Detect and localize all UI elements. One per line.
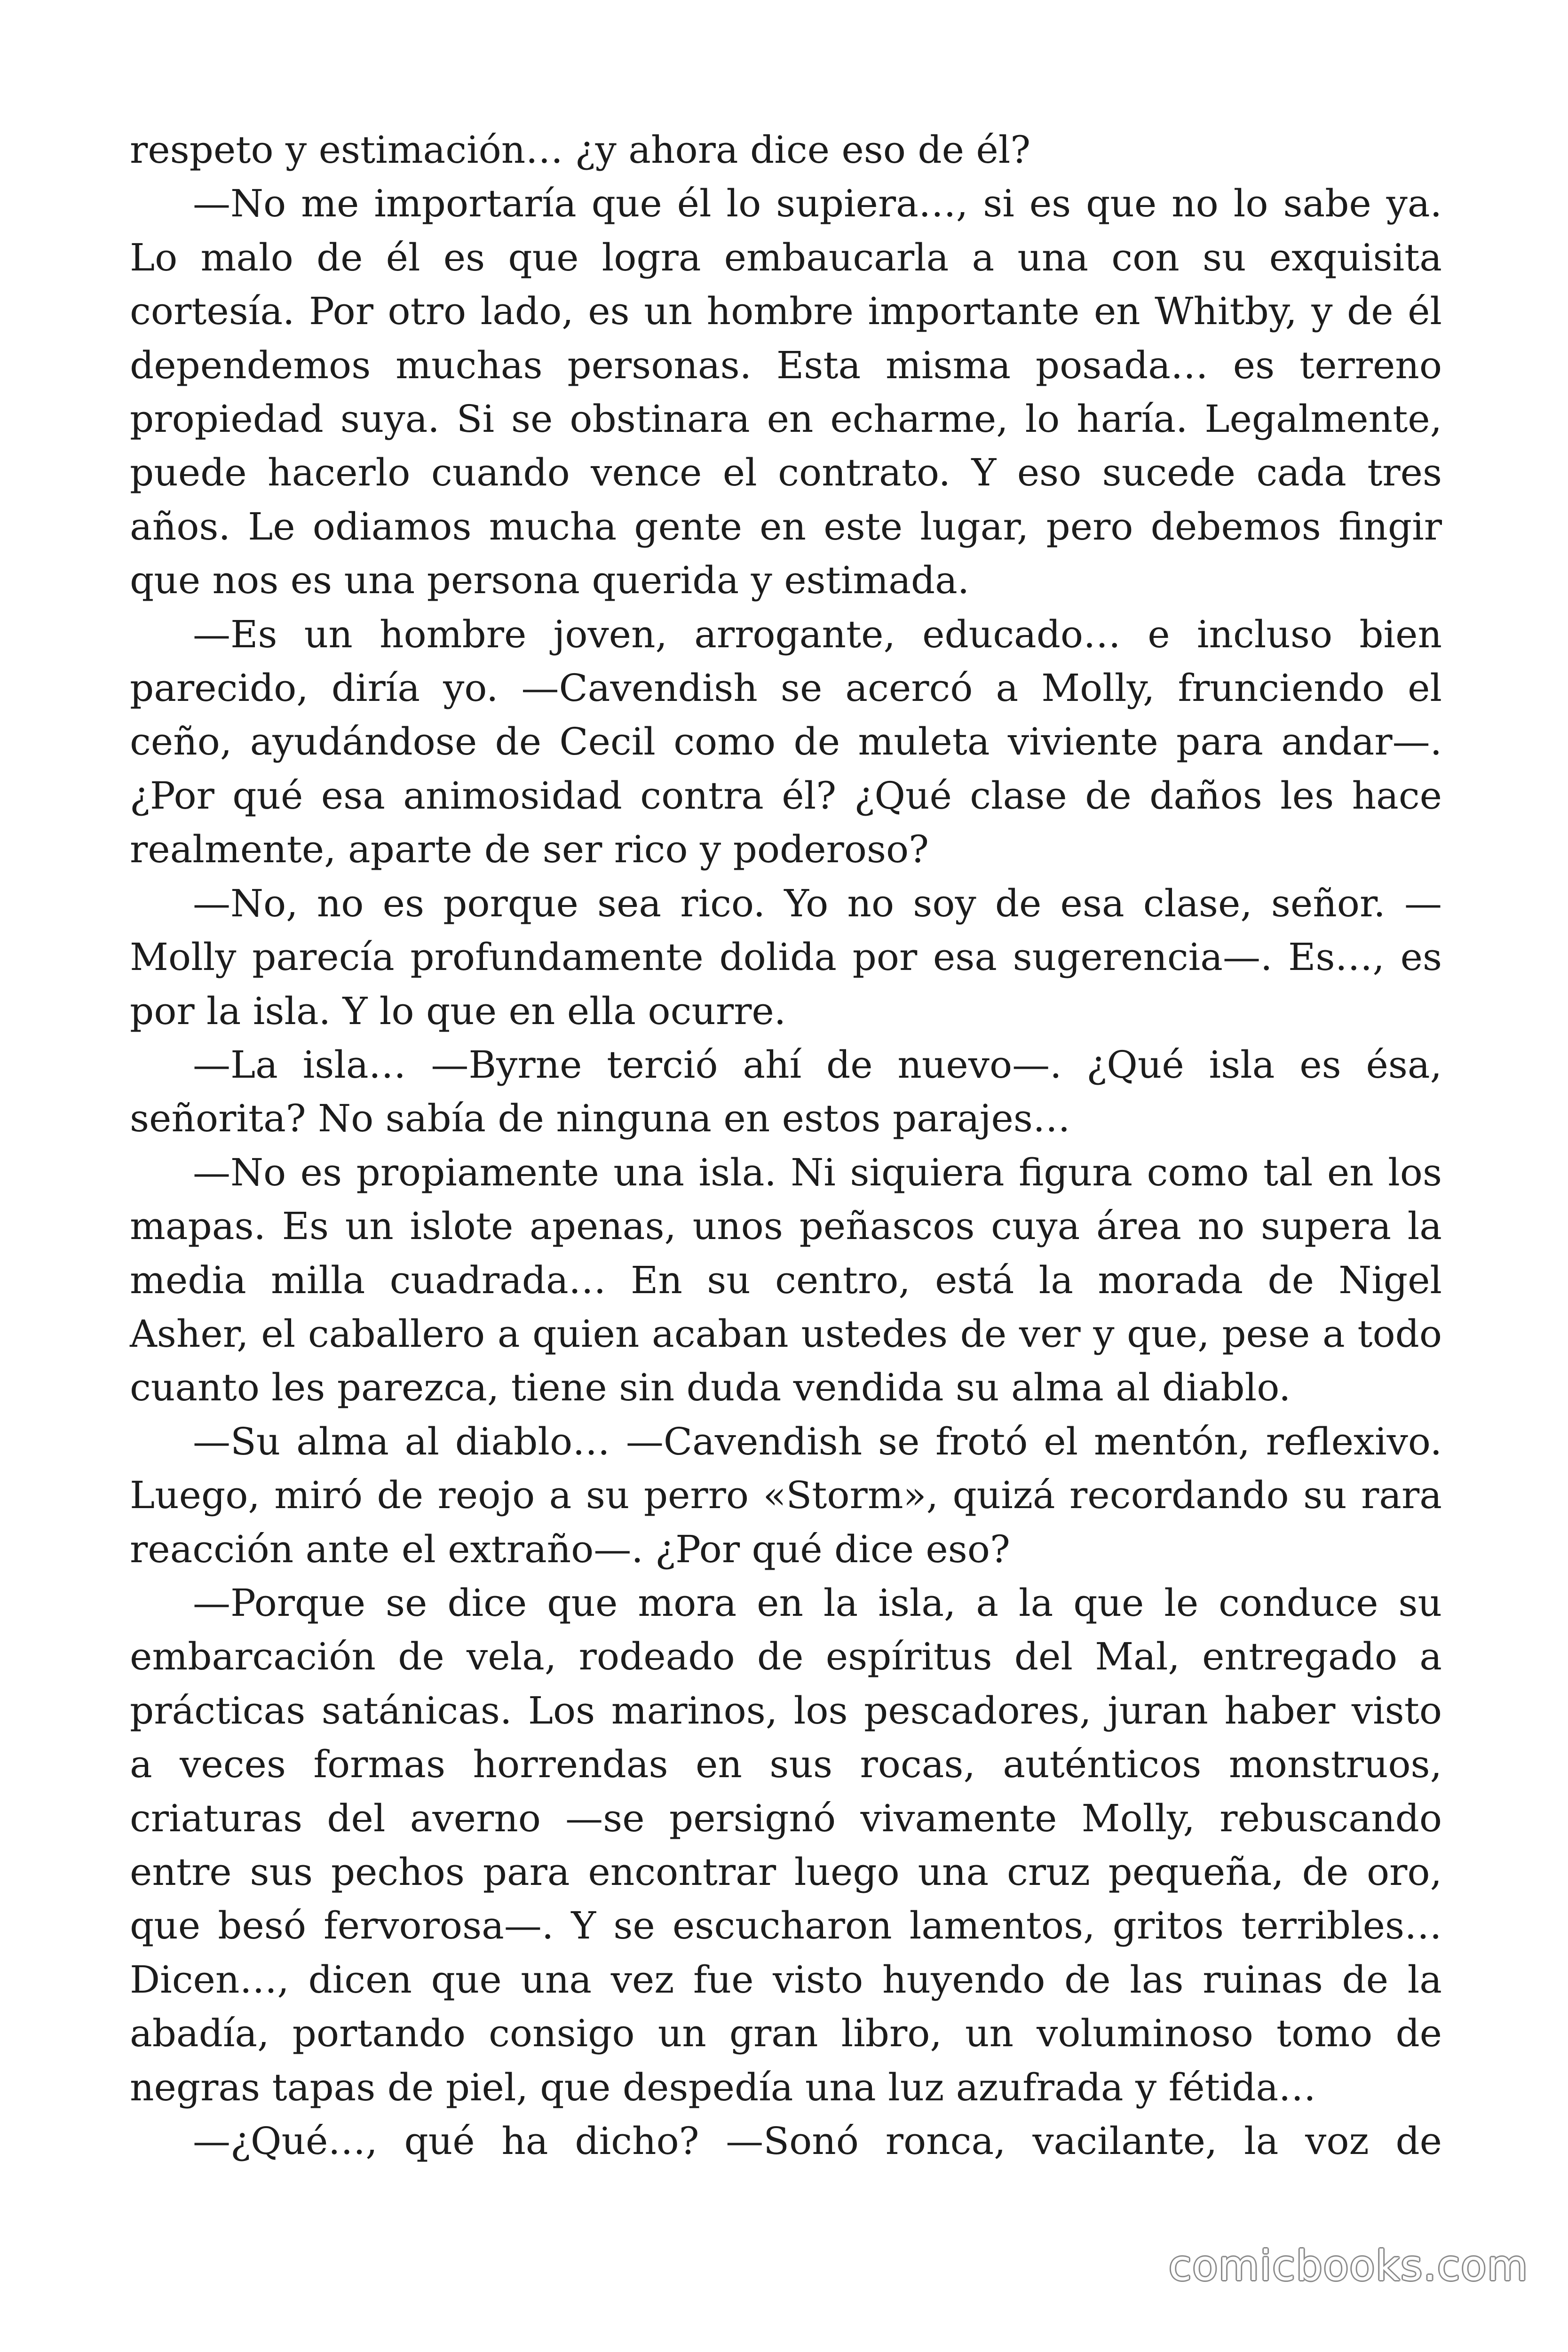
page-body	[130, 123, 1442, 2168]
paragraph: —Es un hombre joven, arrogante, educado… e incluso bien parecido, diría yo. —Cavendish se acercó a Molly, frunciendo el ceño, ayudándose de Cecil como de muleta viviente para andar—. ¿Por qué esa animosidad contra él? ¿Qué clase de daños les hace realmente, aparte de ser rico y poderoso?	[130, 612, 1442, 872]
paragraph: —No me importaría que él lo supiera…, si es que no lo sabe ya. Lo malo de él es que logra embaucarla a una con su exquisita cortesía. Por otro lado, es un hombre importante en Whitby, y de él dependemos muchas personas. Esta misma posada… es terreno propiedad suya. Si se obstinara en echarme, lo haría. Legalmente, puede hacerlo cuando vence el contrato. Y eso sucede cada tres años. Le odiamos mucha gente en este lugar, pero debemos fingir que nos es una persona querida y estimada.	[130, 182, 1442, 603]
paragraph: —No es propiamente una isla. Ni siquiera figura como tal en los mapas. Es un islote apenas, unos peñascos cuya área no supera la media milla cuadrada… En su centro, está la morada de Nigel Asher, el caballero a quien acaban ustedes de ver y que, pese a todo cuanto les parezca, tiene sin duda vendida su alma al diablo.	[130, 1150, 1442, 1410]
paragraph: —Su alma al diablo… —Cavendish se frotó el mentón, reflexivo. Luego, miró de reojo a su perro «Storm», quizá recordando su rara reacción ante el extraño—. ¿Por qué dice eso?	[130, 1419, 1442, 1571]
paragraph: —No, no es porque sea rico. Yo no soy de esa clase, señor. —Molly parecía profundamente dolida por esa sugerencia—. Es…, es por la isla. Y lo que en ella ocurre.	[130, 881, 1442, 1033]
paragraph: —Porque se dice que mora en la isla, a la que le conduce su embarcación de vela, rodeado de espíritus del Mal, entregado a prácticas satánicas. Los marinos, los pescadores, juran haber visto a veces formas horrendas en sus rocas, auténticos monstruos, criaturas del averno —se persignó vivamente Molly, rebuscando entre sus pechos para encontrar luego una cruz pequeña, de oro, que besó fervorosa—. Y se escucharon lamentos, gritos terribles… Dicen…, dicen que una vez fue visto huyendo de las ruinas de la abadía, portando consigo un gran libro, un voluminoso tomo de negras tapas de piel, que despedía una luz azufrada y fétida…	[130, 1581, 1442, 2109]
paragraph: —La isla… —Byrne terció ahí de nuevo—. ¿Qué isla es ésa, señorita? No sabía de ninguna en estos parajes…	[130, 1042, 1442, 1141]
paragraph-last: —¿Qué…, qué ha dicho? —Sonó ronca, vacilante, la voz de	[193, 2119, 1442, 2163]
watermark: comicbooks.com	[1168, 2241, 1528, 2290]
paragraph-continuation: respeto y estimación… ¿y ahora dice eso de él?	[130, 128, 1031, 172]
